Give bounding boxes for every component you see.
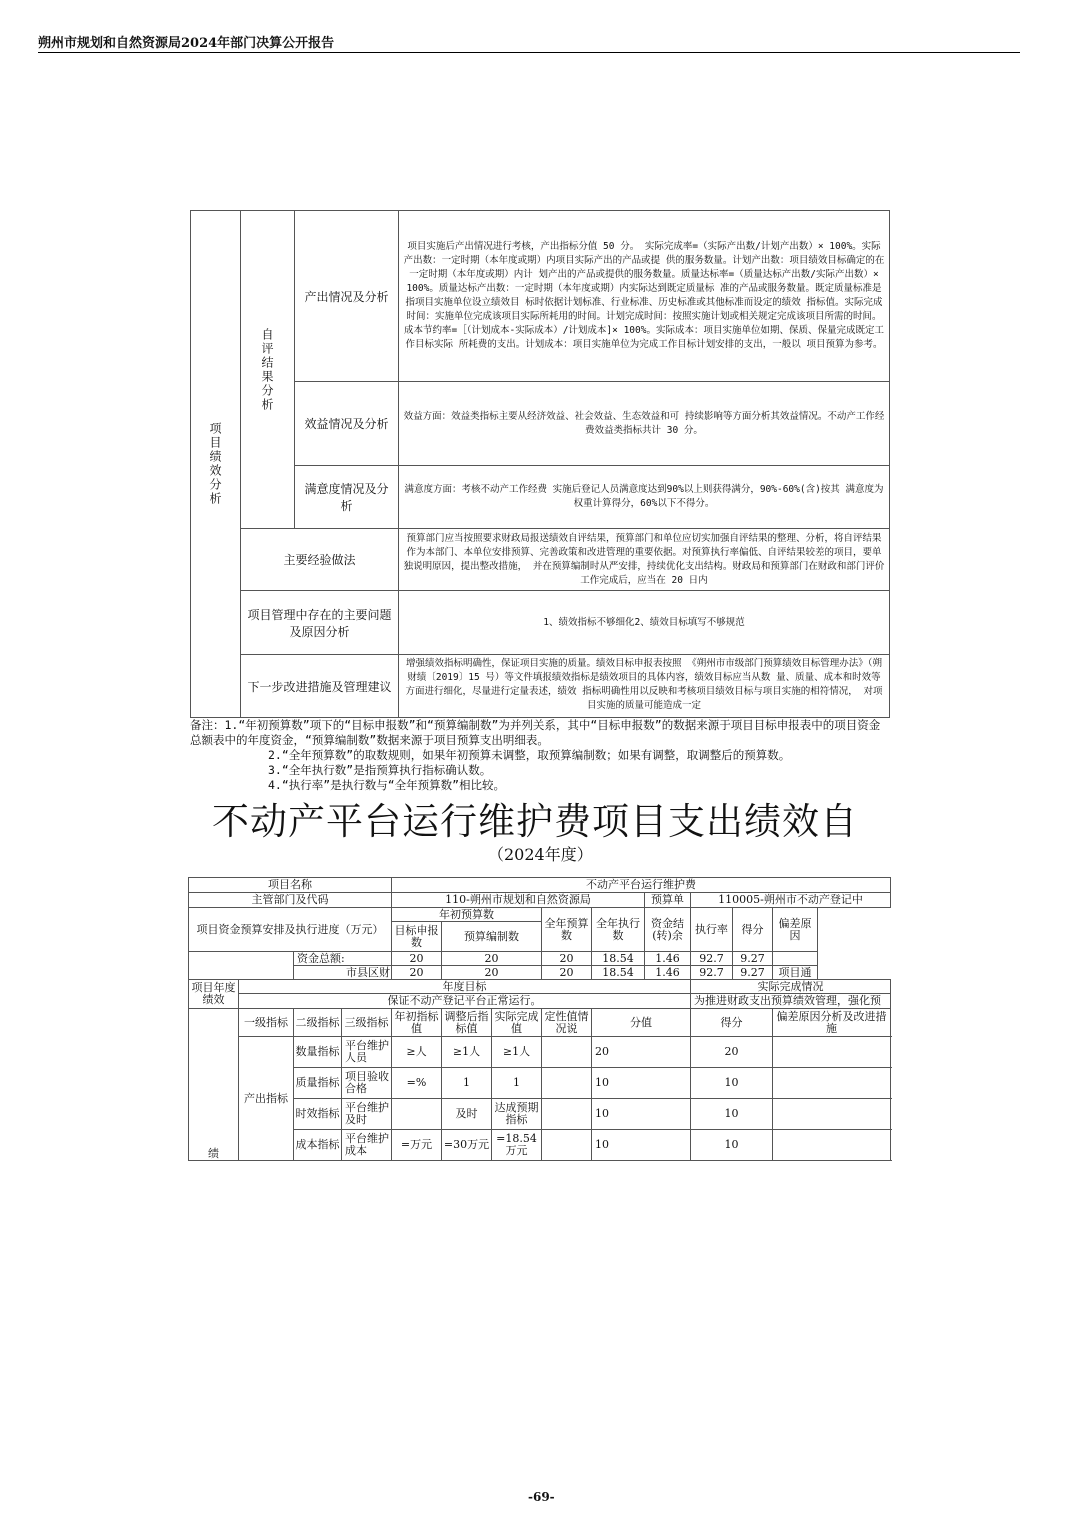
indicator-qualitative xyxy=(542,1130,592,1161)
problems-label: 项目管理中存在的主要问题及原因分析 xyxy=(241,591,399,655)
col-score: 得分 xyxy=(733,908,773,952)
hdr-weight: 分值 xyxy=(592,1009,691,1037)
output-indicator-label: 产出指标 xyxy=(239,1037,294,1161)
section-title: 不动产平台运行维护费项目支出绩效自 xyxy=(212,800,858,843)
indicator-actual: =18.54万元 xyxy=(492,1130,542,1161)
dept-value: 110-朔州市规划和自然资源局 xyxy=(392,893,645,908)
indicator-initial: =% xyxy=(392,1068,442,1099)
col-balance: 资金结(转)余 xyxy=(645,908,691,952)
county-full-exec: 18.54 xyxy=(592,966,645,980)
experience-label: 主要经验做法 xyxy=(241,529,399,591)
indicator-reason xyxy=(773,1068,891,1099)
indicator-qualitative xyxy=(542,1037,592,1068)
county-score: 9.27 xyxy=(733,966,773,980)
county-target: 20 xyxy=(392,966,442,980)
experience-text: 预算部门应当按照要求财政局报送绩效自评结果，预算部门和单位应切实加强自评结果的整理、分析，将自评结果作为本部门、本单位安排预算、完善政策和改进管理的重要依据。对预算执行率偏低、自评结果较差的项目，要单独说明原因，提出整改措施， 并在预算编制时从严安排，持续优化支出结构。财政局和预算部门在财政和部门评价工作完成后，应当在 20 日内 xyxy=(403,532,885,586)
annual-goal-label: 年度目标 xyxy=(239,980,691,994)
county-label: 市县区财 xyxy=(294,966,392,980)
indicator-qualitative xyxy=(542,1099,592,1130)
benefit-analysis-label: 效益情况及分析 xyxy=(295,382,399,466)
hdr-adjusted-value: 调整后指标值 xyxy=(442,1009,492,1037)
col-compiled: 预算编制数 xyxy=(442,922,542,952)
indicator-actual: ≥1人 xyxy=(492,1037,542,1068)
total-balance: 1.46 xyxy=(645,952,691,966)
indicator-adjusted: =30万元 xyxy=(442,1130,492,1161)
next-steps-text: 增强绩效指标明确性，保证项目实施的质量。绩效目标申报表按照 《朔州市市级部门预算绩效目标管理办法》（朔财绩〔2019〕15 号）等文件填报绩效指标是绩效项目的具体内容，绩效目标应当从数 量、质量、成本和时效等方面进行细化，尽量进行定量表述，绩效 指标明确性用以反映和考核项目绩效目标与项目实施的相符情况， 对项目实施的质量可能造成一定 xyxy=(405,658,883,711)
indicator-reason xyxy=(773,1037,891,1068)
indicator-level3: 平台维护成本 xyxy=(342,1130,392,1161)
output-analysis-text: 项目实施后产出情况进行考核，产出指标分值 50 分。 实际完成率=（实际产出数/计划产出数）× 100%。实际产出数：一定时期（本年度或期）内项目实际产出的产品或提 供的服务数量。计划产出数：项目绩效目标确定的在一定时期（本年度或期）内计 划产出的产品或提供的服务数量。质量达标率=（质量达标产出数/实际产出数）× 100%。质量达标产出数：一定时期（本年度或期）内实际达到既定质量标 准的产品或服务数量。既定质量标准是指项目实施单位设立绩效目 标时依据计划标准、行业标准、历史标准或其他标准而设定的绩效 指标值。实际完成时间：实施单位完成该项目实际所耗用的时间。计划完成时间：按照实施计划或相关规定完成该项目所需的时间。 成本节约率=［（计划成本-实际成本）/计划成本]× 100%。实际成本：项目实施单位如期、保质、保量完成既定工作目标实际 所耗费的支出。计划成本：项目实施单位为完成工作目标计划安排的支出，一般以 项目预算为参考。 xyxy=(399,211,890,382)
budget-unit-value: 110005-朔州市不动产登记中 xyxy=(691,893,891,908)
indicator-weight: 10 xyxy=(592,1068,691,1099)
hdr-score: 得分 xyxy=(691,1009,773,1037)
indicator-level2: 质量指标 xyxy=(294,1068,342,1099)
output-analysis-label: 产出情况及分析 xyxy=(295,211,399,382)
indicator-qualitative xyxy=(542,1068,592,1099)
indicator-level3: 平台维护人员 xyxy=(342,1037,392,1068)
actual-completion-text: 为推进财政支出预算绩效管理，强化预 xyxy=(691,994,891,1009)
hdr-initial-value: 年初指标值 xyxy=(392,1009,442,1037)
indicator-reason xyxy=(773,1099,891,1130)
col-full-budget: 全年预算数 xyxy=(542,908,592,952)
county-full-budget: 20 xyxy=(542,966,592,980)
hdr-actual-value: 实际完成值 xyxy=(492,1009,542,1037)
actual-completion-label: 实际完成情况 xyxy=(691,980,891,994)
benefit-analysis-text: 效益方面：效益类指标主要从经济效益、社会效益、生态效益和可 持续影响等方面分析其效益情况。不动产工作经费效益类指标共计 30 分。 xyxy=(399,382,890,466)
total-full-exec: 18.54 xyxy=(592,952,645,966)
indicator-level3: 平台维护及时 xyxy=(342,1099,392,1130)
indicator-level2: 时效指标 xyxy=(294,1099,342,1130)
indicator-score: 20 xyxy=(691,1037,773,1068)
next-steps-label: 下一步改进措施及管理建议 xyxy=(241,655,399,718)
notes xyxy=(190,718,890,792)
total-target: 20 xyxy=(392,952,442,966)
note-line-2: 2.“全年预算数”的取数规则，如果年初预算未调整，取预算编制数；如果有调整，取调整后的预算数。 xyxy=(268,748,791,762)
total-full-budget: 20 xyxy=(542,952,592,966)
header-rule xyxy=(38,52,1020,53)
hdr-reason: 偏差原因分析及改进措施 xyxy=(773,1009,891,1037)
indicator-initial: ≥人 xyxy=(392,1037,442,1068)
annual-goal-text: 保证不动产登记平台正常运行。 xyxy=(239,994,691,1009)
indicator-score: 10 xyxy=(691,1068,773,1099)
indicator-initial xyxy=(392,1099,442,1130)
satisfaction-analysis-label: 满意度情况及分析 xyxy=(295,466,399,529)
page-number: -69- xyxy=(528,1490,555,1504)
hdr-level2: 二级指标 xyxy=(294,1009,342,1037)
note-line-4: 4.“执行率”是执行数与“全年预算数”相比较。 xyxy=(268,778,506,792)
indicator-level2: 成本指标 xyxy=(294,1130,342,1161)
indicator-adjusted: ≥1人 xyxy=(442,1037,492,1068)
self-eval-result-cell: 自评结果分析 xyxy=(241,211,295,529)
col-rate: 执行率 xyxy=(691,908,733,952)
project-name-label: 项目名称 xyxy=(189,878,392,893)
page-header: 朔州市规划和自然资源局2024年部门决算公开报告 xyxy=(38,36,335,51)
col-initial: 年初预算数 xyxy=(392,908,542,922)
county-rate: 92.7 xyxy=(691,966,733,980)
dept-label: 主管部门及代码 xyxy=(189,893,392,908)
indicator-level2: 数量指标 xyxy=(294,1037,342,1068)
budget-unit-label: 预算单 xyxy=(645,893,691,908)
problems-text: 1、绩效指标不够细化2、绩效目标填写不够规范 xyxy=(399,591,890,655)
project-expenditure-table xyxy=(188,877,890,1165)
hdr-qualitative: 定性值情况说 xyxy=(542,1009,592,1037)
note-line-3: 3.“全年执行数”是指预算执行指标确认数。 xyxy=(268,763,492,777)
self-evaluation-table xyxy=(190,210,889,718)
indicator-weight: 10 xyxy=(592,1099,691,1130)
indicator-reason xyxy=(773,1130,891,1161)
hdr-level1: 一级指标 xyxy=(239,1009,294,1037)
satisfaction-analysis-text: 满意度方面：考核不动产工作经费 实施后登记人员满意度达到90%以上则获得满分，90%-60%(含)按其 满意度为权重计算得分，60%以下不得分。 xyxy=(399,466,890,529)
hdr-level3: 三级指标 xyxy=(342,1009,392,1037)
performance-indicator-cell: 绩 xyxy=(189,1009,239,1161)
col-reason: 偏差原因 xyxy=(773,908,818,952)
indicator-score: 10 xyxy=(691,1130,773,1161)
indicator-level3: 项目验收合格 xyxy=(342,1068,392,1099)
project-performance-analysis-cell: 项目绩效分析 xyxy=(191,211,241,718)
project-name-value: 不动产平台运行维护费 xyxy=(392,878,891,893)
indicator-weight: 10 xyxy=(592,1130,691,1161)
indicator-score: 10 xyxy=(691,1099,773,1130)
county-reason: 项目通 xyxy=(773,966,818,980)
note-line-1: 备注：1.“年初预算数”项下的“目标申报数”和“预算编制数”为并列关系，其中“目标申报数”的数据来源于项目目标申报表中的项目资金总额表中的年度资金，“预算编制数”数据来源于项目预算支出明细表。 xyxy=(190,718,881,747)
indicator-weight: 20 xyxy=(592,1037,691,1068)
section-year: （2024年度） xyxy=(488,845,593,864)
county-balance: 1.46 xyxy=(645,966,691,980)
total-reason xyxy=(773,952,818,966)
funds-label: 项目资金预算安排及执行进度（万元） xyxy=(189,908,392,952)
col-full-exec: 全年执行数 xyxy=(592,908,645,952)
indicator-adjusted: 及时 xyxy=(442,1099,492,1130)
county-compiled: 20 xyxy=(442,966,542,980)
total-label: 资金总额: xyxy=(294,952,392,966)
annual-performance-label: 项目年度绩效 xyxy=(189,980,239,1009)
indicator-initial: =万元 xyxy=(392,1130,442,1161)
indicator-adjusted: 1 xyxy=(442,1068,492,1099)
total-compiled: 20 xyxy=(442,952,542,966)
indicator-actual: 达成预期指标 xyxy=(492,1099,542,1130)
indicator-actual: 1 xyxy=(492,1068,542,1099)
col-target: 目标申报数 xyxy=(392,922,442,952)
total-rate: 92.7 xyxy=(691,952,733,966)
total-score: 9.27 xyxy=(733,952,773,966)
